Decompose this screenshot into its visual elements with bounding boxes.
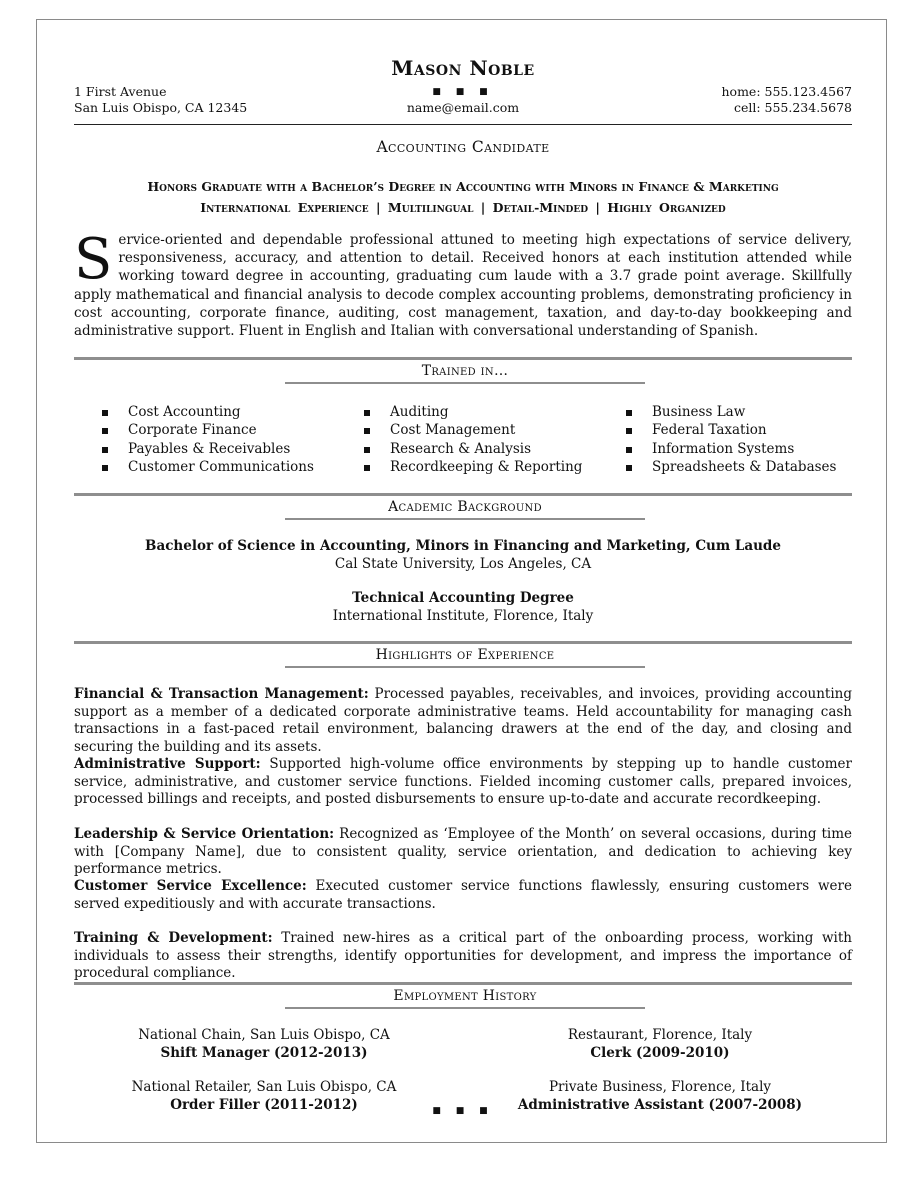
academic-heading: Academic Background xyxy=(285,499,645,520)
address-line-2: San Luis Obispo, CA 12345 xyxy=(74,100,248,115)
experience-item xyxy=(74,686,852,756)
header-rule xyxy=(74,124,852,125)
job-title: Administrative Assistant xyxy=(517,1096,704,1113)
section-rule-trained xyxy=(74,357,852,360)
skill-item: Cost Management xyxy=(364,421,614,439)
job-role xyxy=(500,1045,820,1063)
job-employer: Restaurant, Florence, Italy xyxy=(567,1027,753,1043)
skill-item: Auditing xyxy=(364,403,614,421)
experience-item-title: Administrative Support: xyxy=(74,756,261,772)
employment-heading: Employment History xyxy=(285,988,645,1009)
skill-item: Corporate Finance xyxy=(102,421,352,439)
skills-column-2 xyxy=(364,403,614,477)
address-line-1: 1 First Avenue xyxy=(74,84,167,99)
section-rule-experience xyxy=(74,641,852,644)
skill-item: Information Systems xyxy=(626,440,876,458)
skill-item: Customer Communications xyxy=(102,458,352,476)
degree-title: Bachelor of Science in Accounting, Minors in Financing and Marketing, Cum Laude xyxy=(145,538,781,554)
skills-column-3 xyxy=(626,403,876,477)
experience-item xyxy=(74,930,852,983)
job-dates: (2009-2010) xyxy=(631,1044,730,1061)
school-name: International Institute, Florence, Italy xyxy=(332,607,594,624)
experience-item-text: Executed customer service functions flawlessly, ensuring customers were served expeditiously and with accurate transactions. xyxy=(74,878,852,912)
job-dates: (2012-2013) xyxy=(269,1044,368,1061)
professional-summary xyxy=(74,227,852,340)
resume-content xyxy=(74,20,852,1144)
experience-item-title: Financial & Transaction Management: xyxy=(74,686,369,702)
experience-item-title: Training & Development: xyxy=(74,930,273,946)
resume-subtitle xyxy=(74,176,852,218)
experience-item-title: Customer Service Excellence: xyxy=(74,878,307,894)
experience-item-text: Supported high-volume office environments by stepping up to handle customer service, administrative, and customer service functions. Fielded incoming customer calls, prepared invoices, processed billings and receipts, and posted disbursements to ensure up-to-date and accurate recordkeeping. xyxy=(74,756,852,807)
job-employer: Private Business, Florence, Italy xyxy=(548,1079,772,1095)
degree-title: Technical Accounting Degree xyxy=(352,590,574,606)
skill-item: Payables & Receivables xyxy=(102,440,352,458)
education-entry-2 xyxy=(74,590,852,625)
job-entry xyxy=(104,1027,424,1062)
subtitle-line-2: International Experience | Multilingual | Detail-Minded | Highly Organized xyxy=(200,200,726,215)
experience-item-text: Processed payables, receivables, and invoices, providing accounting support as a member of a dedicated corporate administrative teams. Held accountability for managing cash transactions in a fast-paced retail environment, balancing drawers at the end of the day, and closing and securing the building and its assets. xyxy=(74,686,852,755)
email-address: name@email.com xyxy=(406,100,520,115)
experience-item xyxy=(74,878,852,913)
job-employer: National Retailer, San Luis Obispo, CA xyxy=(131,1079,397,1095)
section-rule-academic xyxy=(74,493,852,496)
subtitle-line-1: Honors Graduate with a Bachelor’s Degree in Accounting with Minors in Finance & Marketing xyxy=(147,179,779,194)
cell-phone: cell: 555.234.5678 xyxy=(733,100,852,115)
job-employer: National Chain, San Luis Obispo, CA xyxy=(138,1027,390,1043)
section-rule-employment xyxy=(74,982,852,985)
skill-item: Recordkeeping & Reporting xyxy=(364,458,614,476)
job-entry xyxy=(500,1027,820,1062)
experience-heading: Highlights of Experience xyxy=(285,647,645,668)
experience-item xyxy=(74,826,852,879)
experience-item-title: Leadership & Service Orientation: xyxy=(74,826,335,842)
trained-heading: Trained in… xyxy=(285,363,645,384)
resume-page xyxy=(36,19,887,1143)
footer-divider: ■ ■ ■ xyxy=(432,1106,494,1116)
summary-dropcap: S xyxy=(74,227,113,292)
skill-item: Cost Accounting xyxy=(102,403,352,421)
candidate-name: Mason Noble xyxy=(391,56,535,80)
skills-column-1 xyxy=(102,403,352,477)
home-phone: home: 555.123.4567 xyxy=(721,84,852,99)
skill-item: Federal Taxation xyxy=(626,421,876,439)
job-title: Order Filler xyxy=(170,1096,260,1113)
skill-item: Spreadsheets & Databases xyxy=(626,458,876,476)
job-dates: (2007-2008) xyxy=(703,1096,803,1113)
phone-block xyxy=(722,84,853,116)
skill-item: Business Law xyxy=(626,403,876,421)
education-entry-1 xyxy=(74,538,852,573)
school-name: Cal State University, Los Angeles, CA xyxy=(334,555,592,572)
job-role xyxy=(104,1045,424,1063)
job-title: Shift Manager xyxy=(160,1044,270,1061)
job-dates: (2011-2012) xyxy=(259,1096,358,1113)
header-divider: ■ ■ ■ xyxy=(432,87,494,97)
experience-item xyxy=(74,756,852,809)
resume-title: Accounting Candidate xyxy=(376,138,550,156)
experience-item-text: Trained new-hires as a critical part of the onboarding process, working with individuals to assess their strengths, identify opportunities for development, and impress the importance of procedural compliance. xyxy=(74,930,852,981)
experience-item-text: Recognized as ‘Employee of the Month’ on several occasions, during time with [Company Name], due to consistent quality, service orientation, and dedication to achieving key performance metrics. xyxy=(74,826,853,877)
job-title: Clerk xyxy=(590,1044,632,1061)
summary-text: ervice-oriented and dependable professional attuned to meeting high expectations of service delivery, responsiveness, accuracy, and attention to detail. Received honors at each institution attended while working toward degree in accounting, graduating cum laude with a 3.7 grade point average. Skillfully apply mathematical and financial analysis to decode complex accounting problems, demonstrating proficiency in cost accounting, corporate finance, auditing, cost management, taxation, and day-to-day bookkeeping and administrative support. Fluent in English and Italian with conversational understanding of Spanish. xyxy=(74,232,852,340)
skill-item: Research & Analysis xyxy=(364,440,614,458)
